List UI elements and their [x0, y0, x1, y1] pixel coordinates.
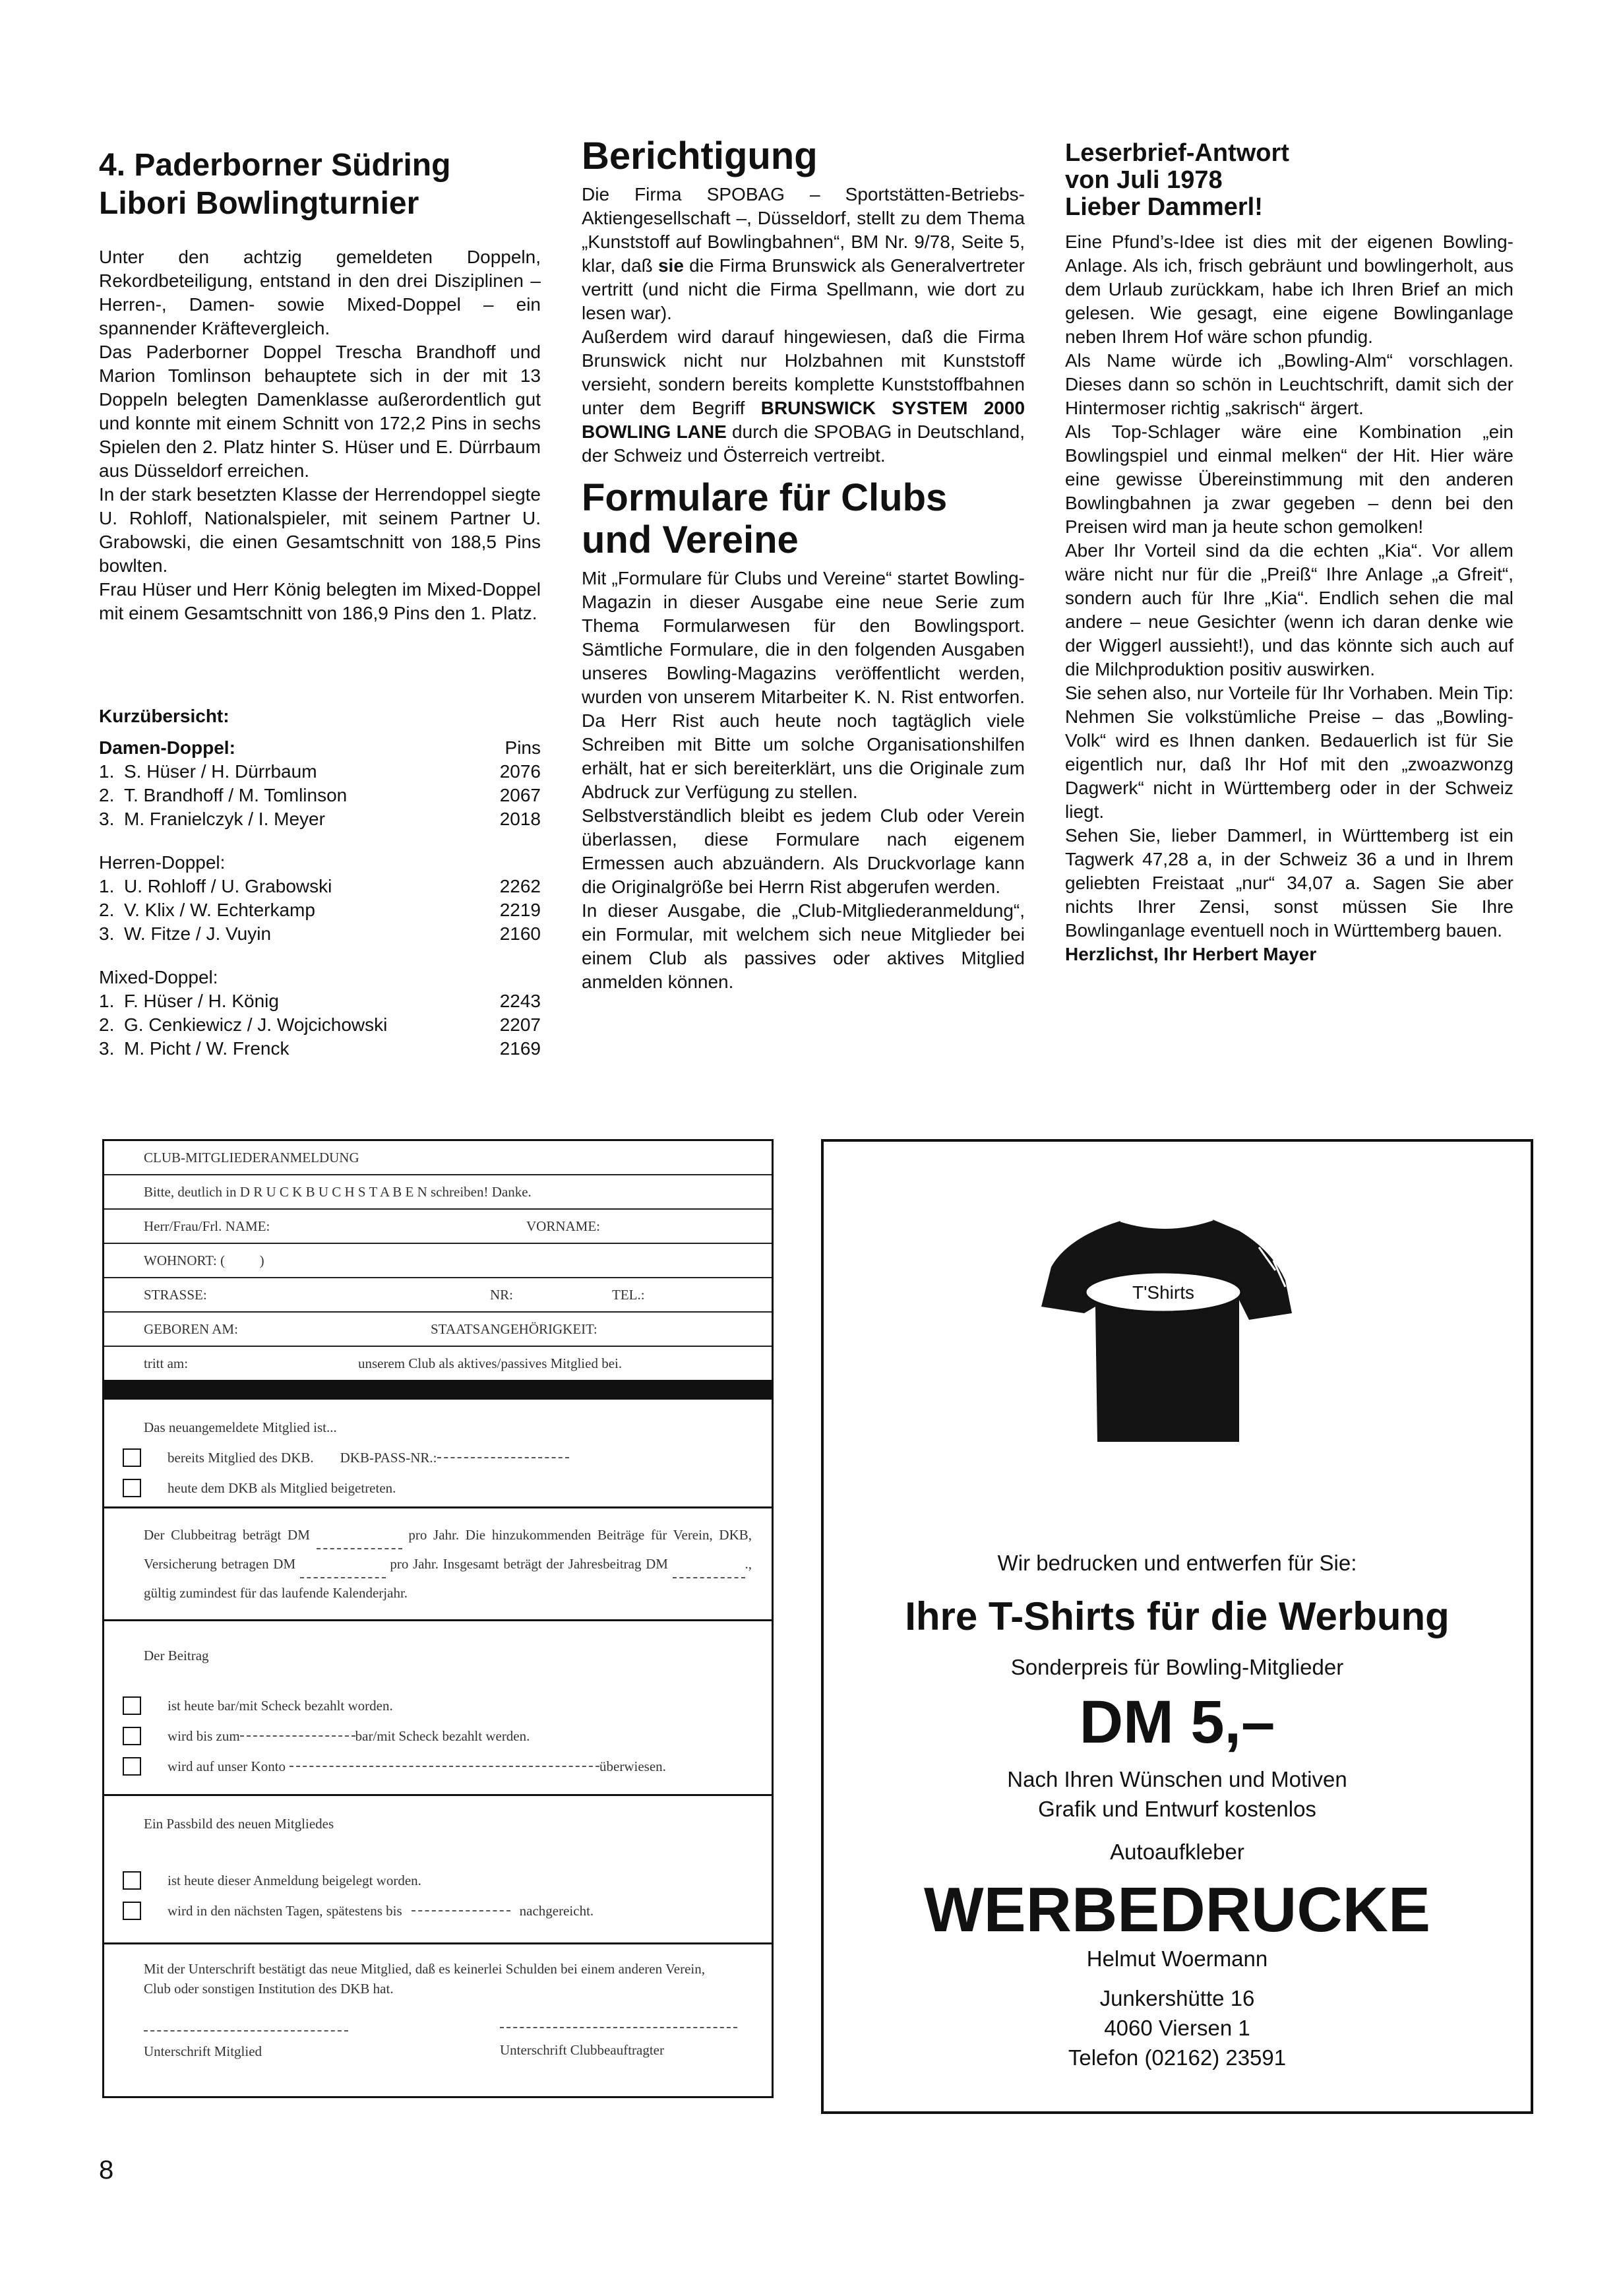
input-line[interactable]	[290, 1766, 599, 1767]
divider-bar	[104, 1380, 772, 1400]
checkbox[interactable]	[123, 1727, 141, 1745]
tel-label: TEL.:	[612, 1286, 645, 1303]
fee-text: Der Clubbeitrag beträgt DM	[144, 1527, 310, 1543]
option-label: überwiesen.	[599, 1758, 666, 1774]
bold-text: BRUNSWICK SYSTEM 2000 BOWLING LANE	[582, 398, 1025, 442]
option-label: ist heute dieser Anmeldung beigelegt worden.	[168, 1872, 421, 1888]
name-field[interactable]	[104, 1210, 772, 1244]
article-title	[99, 146, 541, 223]
player-names: F. Hüser / H. König	[124, 991, 279, 1011]
title-line: Leserbrief-Antwort	[1065, 139, 1289, 167]
title-line: 4. Paderborner Südring	[99, 148, 451, 183]
paragraph: Als Top-Schlager wäre eine Kombination „ein Bowlingspiel und einmal melken“ der Hit. Hier wäre eine gewisse Übereinstimmung mit den anderen Bowlingbahnen ja zwar gegeben – denn bei den Preisen wird man ja heute schon gemolken!	[1065, 421, 1513, 537]
checkbox[interactable]	[123, 1757, 141, 1776]
result-row	[99, 784, 541, 807]
result-row	[99, 760, 541, 784]
member-signature-line[interactable]	[144, 2030, 348, 2032]
photo-section	[104, 1796, 772, 1944]
membership-form	[102, 1139, 774, 2098]
tritt-text: unserem Club als aktives/passives Mitglied bei.	[358, 1355, 623, 1371]
player-names: G. Cenkiewicz / J. Wojcichowski	[124, 1014, 388, 1035]
player-names: V. Klix / W. Echterkamp	[124, 900, 315, 920]
article-correction	[582, 135, 1025, 994]
page-number: 8	[99, 2156, 114, 2185]
wohnort-label: WOHNORT: ( )	[144, 1252, 264, 1268]
player-names: U. Rohloff / U. Grabowski	[124, 876, 332, 896]
input-line[interactable]	[317, 1548, 402, 1549]
option-label: nachgereicht.	[519, 1902, 594, 1919]
pins: 2067	[499, 785, 541, 805]
option-label: wird bis zum	[168, 1727, 240, 1744]
ad-company: WERBEDRUCKE	[924, 1875, 1430, 1945]
paragraph: Das Paderborner Doppel Trescha Brandhoff und Marion Tomlinson behauptete sich in der mit 13 Doppeln belegten Damenklasse außerordentlich gut und konnte mit einem Schnitt von 172,2 Pins in sechs Spielen den 2. Platz hinter S. Hüser und E. Dürrbaum aus Düsseldorf erreichen.	[99, 342, 541, 481]
input-line[interactable]	[673, 1577, 745, 1578]
name-label: Herr/Frau/Frl. NAME:	[144, 1218, 270, 1234]
pins: 2243	[499, 991, 541, 1011]
pins-header: Pins	[504, 737, 541, 758]
option-label: wird in den nächsten Tagen, spätestens bis	[168, 1902, 402, 1919]
checkbox[interactable]	[123, 1479, 141, 1497]
paragraph: In der stark besetzten Klasse der Herrendoppel siegte U. Rohloff, Nationalspieler, mit seinem Partner U. Grabowski, die einen Gesamtschnitt von 188,5 Pins bowlten.	[99, 484, 541, 576]
rank: 2.	[99, 1014, 115, 1035]
rank: 1.	[99, 991, 115, 1011]
fee-text: pro Jahr. Die hinzukommenden Beiträge für Verein, DKB, Versicherung betragen DM	[144, 1527, 752, 1572]
tshirt-icon	[1022, 1214, 1312, 1452]
confirm-text: Mit der Unterschrift bestätigt das neue Mitglied, daß es keinerlei Schulden bei einem anderen Verein, Club oder sonstigen Institution des DKB hat.	[144, 1961, 706, 1997]
checkbox[interactable]	[123, 1871, 141, 1890]
signature: Herzlichst, Ihr Herbert Mayer	[1065, 944, 1317, 964]
paragraph: Mit „Formulare für Clubs und Vereine“ startet Bowling-Magazin in dieser Ausgabe eine neue Serie zum Thema Formularwesen für den Bowlingsport. Sämtliche Formulare, die in den folgenden Ausgaben unseres Bowling-Magazins veröffentlicht werden, wurden von unserem Mitarbeiter K. N. Rist entworfen. Da Herr Rist auch heute noch tagtäglich viele Schreiben mit Bitte um solche Organisationshilfen erhält, hat er sich bereiterklärt, uns die Originale zum Abdruck zur Verfügung zu stellen.	[582, 568, 1025, 802]
results-summary	[99, 704, 541, 1080]
group-title: Damen-Doppel:	[99, 737, 235, 758]
pass-label: DKB-PASS-NR.:	[340, 1449, 437, 1466]
tritt-label: tritt am:	[144, 1355, 189, 1371]
paragraph: Selbstverständlich bleibt es jedem Club oder Verein überlassen, diese Formulare nach eigenem Ermessen auch abzuändern. Als Druckvorlage kann die Originalgröße bei Herrn Rist abgerufen werden.	[582, 805, 1025, 897]
form-instruction: Bitte, deutlich in D R U C K B U C H S T A B E N schreiben! Danke.	[144, 1183, 532, 1200]
result-group	[99, 736, 541, 831]
ad-offer: Sonderpreis für Bowling-Mitglieder	[1010, 1655, 1344, 1679]
result-group	[99, 851, 541, 946]
paragraph: Als Name würde ich „Bowling-Alm“ vorschlagen. Dieses dann so schön in Leuchtschrift, damit sich der Hintermoser richtig „sakrisch“ ärgert.	[1065, 350, 1513, 418]
member-signature-label: Unterschrift Mitglied	[144, 2043, 262, 2059]
geboren-field[interactable]	[104, 1313, 772, 1347]
result-row	[99, 922, 541, 946]
tritt-field[interactable]	[104, 1347, 772, 1380]
tshirt-advertisement	[821, 1139, 1533, 2114]
result-row	[99, 898, 541, 922]
input-line[interactable]	[437, 1457, 569, 1458]
ad-text: Autoaufkleber	[1110, 1840, 1244, 1864]
bold-text: sie	[657, 255, 684, 276]
wohnort-field[interactable]	[104, 1244, 772, 1278]
ad-text: Grafik und Entwurf kostenlos	[1038, 1797, 1316, 1821]
option-label: ist heute bar/mit Scheck bezahlt worden.	[168, 1697, 393, 1714]
paragraph: Sehen Sie, lieber Dammerl, in Württemberg ist ein Tagwerk 47,28 a, in der Schweiz 36 a und in Ihrem geliebten Freistaat „nur“ 34,07 a. Sagen Sie aber nichts Ihrer Zensi, sonst müssen Sie Ihre Bowlinganlage eventuell noch in Württemberg bauen.	[1065, 825, 1513, 941]
rank: 1.	[99, 761, 115, 782]
checkbox[interactable]	[123, 1902, 141, 1920]
group-title: Herren-Doppel:	[99, 852, 226, 873]
summary-title: Kurzübersicht:	[99, 706, 229, 726]
input-line[interactable]	[300, 1577, 386, 1578]
form-title-row	[104, 1141, 772, 1175]
form-title: CLUB-MITGLIEDERANMELDUNG	[144, 1149, 359, 1165]
fee-text: pro Jahr. Insgesamt beträgt der Jahresbeitrag DM	[390, 1556, 668, 1572]
group-title: Mixed-Doppel:	[99, 967, 218, 987]
paragraph: Eine Pfund’s-Idee ist dies mit der eigenen Bowling-Anlage. Als ich, frisch gebräunt und bowlingerholt, aus dem Urlaub zurückkam, habe ich Ihren Brief an mich gelesen. Wie gesagt, eine eigene Bowlinganlage neben Ihrem Hof wäre schon pfundig.	[1065, 232, 1513, 347]
club-signature-line[interactable]	[500, 2027, 737, 2028]
ad-street: Junkershütte 16	[1099, 1986, 1255, 2010]
article-title	[582, 477, 1025, 561]
player-names: S. Hüser / H. Dürrbaum	[124, 761, 317, 782]
vorname-label: VORNAME:	[526, 1218, 601, 1234]
strasse-field[interactable]	[104, 1278, 772, 1313]
article-title: Berichtigung	[582, 135, 818, 177]
player-names: M. Franielczyk / I. Meyer	[124, 809, 325, 829]
result-row	[99, 1013, 541, 1037]
group-header	[99, 736, 541, 760]
pins: 2207	[499, 1014, 541, 1035]
player-names: T. Brandhoff / M. Tomlinson	[124, 785, 348, 805]
photo-title: Ein Passbild des neuen Mitgliedes	[144, 1816, 334, 1832]
group-header	[99, 851, 541, 875]
rank: 2.	[99, 785, 115, 805]
article-title	[1065, 140, 1513, 221]
player-names: M. Picht / W. Frenck	[124, 1038, 290, 1059]
result-group	[99, 966, 541, 1061]
result-row	[99, 1037, 541, 1061]
player-names: W. Fitze / J. Vuyin	[124, 923, 272, 944]
text: Die Firma SPOBAG – Sportstätten-Betriebs-Aktiengesellschaft –, Düsseldorf, stellt zu dem Thema „Kunststoff auf Bowlingbahnen“, BM Nr. 9/78, Seite 5, klar, daß	[582, 184, 1025, 276]
paragraph: In dieser Ausgabe, die „Club-Mitgliederanmeldung“, ein Formular, mit welchem sich neue Mitglieder bei einem Club als passives oder aktives Mitglied anmelden können.	[582, 900, 1025, 992]
option-label: bereits Mitglied des DKB.	[168, 1449, 314, 1466]
paragraph: Frau Hüser und Herr König belegten im Mixed-Doppel mit einem Gesamtschnitt von 186,9 Pins den 1. Platz.	[99, 579, 541, 623]
paragraph	[582, 183, 1025, 325]
fee-section	[104, 1508, 772, 1621]
text: Außerdem wird darauf hingewiesen, daß die Firma Brunswick nicht nur Holzbahnen mit Kunststoff versieht, sondern bereits komplette Kunststoffbahnen unter dem Begriff	[582, 326, 1025, 418]
shirt-text: T'Shirts	[1132, 1282, 1195, 1303]
pins: 2219	[499, 900, 541, 920]
text: die Firma Brunswick als Generalvertreter vertritt (und nicht die Firma Spellmann, wie dort zu lesen war).	[582, 255, 1025, 323]
input-line[interactable]	[240, 1735, 355, 1737]
pins: 2169	[499, 1038, 541, 1059]
staat-label: STAATSANGEHÖRIGKEIT:	[431, 1320, 597, 1337]
article-letter	[1065, 140, 1513, 966]
text: durch die SPOBAG in Deutschland, der Schweiz und Österreich vertreibt.	[582, 421, 1025, 466]
rank: 2.	[99, 900, 115, 920]
rank: 3.	[99, 923, 115, 944]
pins: 2160	[499, 923, 541, 944]
result-row	[99, 875, 541, 898]
ad-intro: Wir bedrucken und entwerfen für Sie:	[997, 1551, 1357, 1575]
result-row	[99, 807, 541, 831]
signature-section	[104, 1944, 772, 2096]
nr-label: NR:	[490, 1286, 514, 1303]
status-title: Das neuangemeldete Mitglied ist...	[144, 1419, 337, 1435]
title-line: Libori Bowlingturnier	[99, 186, 419, 221]
option-label: heute dem DKB als Mitglied beigetreten.	[168, 1479, 396, 1496]
paragraph: Unter den achtzig gemeldeten Doppeln, Rekordbeteiligung, entstand in den drei Disziplinen – Herren-, Damen- sowie Mixed-Doppel – ein spannender Kräftevergleich.	[99, 247, 541, 338]
strasse-label: STRASSE:	[144, 1286, 207, 1303]
rank: 1.	[99, 876, 115, 896]
pins: 2262	[499, 876, 541, 896]
geboren-label: GEBOREN AM:	[144, 1320, 238, 1337]
fee-text: ., gültig zumindest für das laufende Kalenderjahr.	[144, 1556, 752, 1601]
ad-price: DM 5,–	[1079, 1689, 1275, 1756]
option-label: bar/mit Scheck bezahlt werden.	[355, 1727, 530, 1744]
option-label: wird auf unser Konto	[168, 1758, 286, 1774]
paragraph: Sie sehen also, nur Vorteile für Ihr Vorhaben. Mein Tip: Nehmen Sie volkstümliche Preise – das „Bowling-Volk“ wird es Ihnen danken. Bedauerlich ist für Sie eigentlich nur, daß Ihr Hof mit den „zwoazwonzg Dagwerk“ nicht in Württemberg oder in der Schweiz liegt.	[1065, 683, 1513, 822]
paragraph	[582, 325, 1025, 468]
rank: 3.	[99, 1038, 115, 1059]
paragraph: Aber Ihr Vorteil sind da die echten „Kia“. Vor allem wäre nicht nur für die „Preiß“ Ihre Anlage „a Gfreit“, sondern auch für Ihre „Kia“. Endlich sehen die mal andere – neue Gesichter (wenn ich daran denke wie der Wiggerl aussieht!), und das könnte sich auch auf die Milchproduktion positiv auswirken.	[1065, 540, 1513, 679]
title-line: Lieber Dammerl!	[1065, 193, 1263, 221]
ad-owner: Helmut Woermann	[1086, 1946, 1268, 1971]
ad-city: 4060 Viersen 1	[1104, 2016, 1250, 2040]
checkbox[interactable]	[123, 1448, 141, 1467]
group-header	[99, 966, 541, 989]
title-line: Formulare für Clubs	[582, 476, 948, 519]
pins: 2076	[499, 761, 541, 782]
ad-phone: Telefon (02162) 23591	[1068, 2045, 1287, 2070]
title-line: und Vereine	[582, 518, 799, 561]
article-tournament	[99, 146, 541, 625]
form-instruction-row	[104, 1175, 772, 1210]
payment-title: Der Beitrag	[144, 1648, 209, 1663]
payment-section	[104, 1621, 772, 1796]
checkbox[interactable]	[123, 1696, 141, 1715]
club-signature-label: Unterschrift Clubbeauftragter	[500, 2042, 664, 2058]
ad-text: Nach Ihren Wünschen und Motiven	[1007, 1767, 1347, 1791]
pins: 2018	[499, 809, 541, 829]
result-row	[99, 989, 541, 1013]
title-line: von Juli 1978	[1065, 166, 1223, 194]
status-section	[104, 1400, 772, 1508]
rank: 3.	[99, 809, 115, 829]
input-line[interactable]	[412, 1910, 510, 1911]
ad-headline: Ihre T-Shirts für die Werbung	[905, 1594, 1450, 1638]
